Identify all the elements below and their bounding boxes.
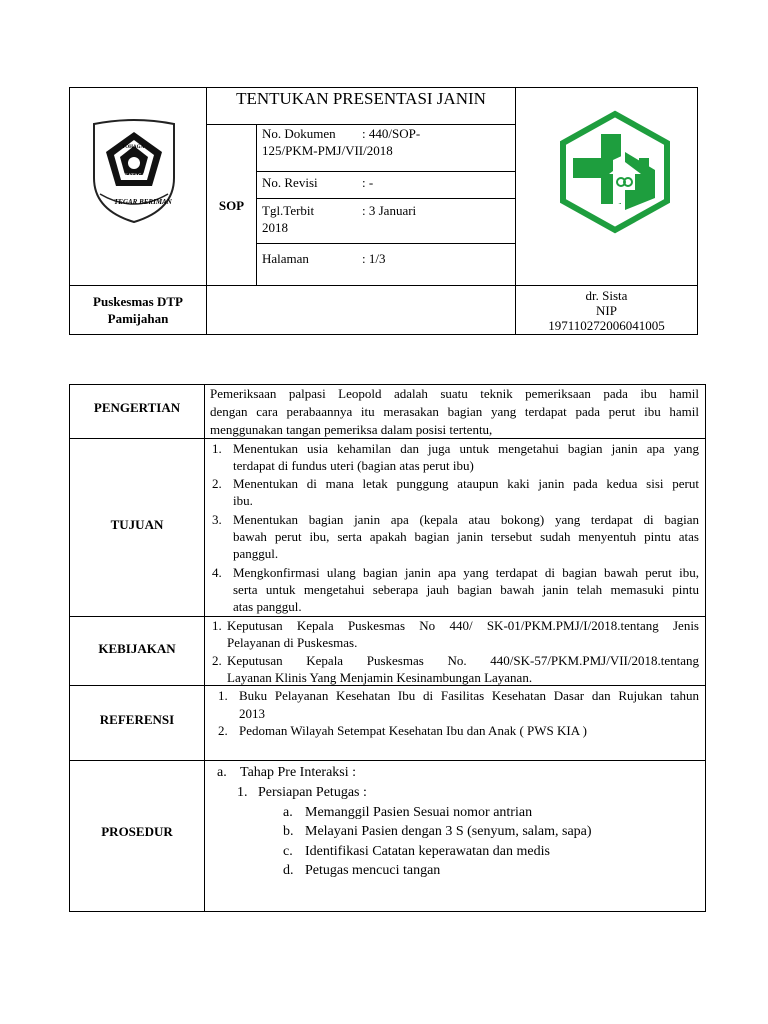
prosedur-step-b-num: b. [283,824,294,839]
tujuan-item-4-num: 4. [212,565,222,580]
prosedur-step-c: Identifikasi Catatan keperawatan dan medis [305,844,550,859]
organization-name-cont: Pamijahan [107,311,169,326]
referensi-label: REFERENSI [99,712,175,727]
kebijakan-item-2-num: 2. [212,653,222,668]
kebijakan-label: KEBIJAKAN [98,641,176,656]
doc-number-value: : 440/SOP- [362,126,421,141]
organization-name: Puskesmas DTP [93,294,183,309]
prosedur-stage: Tahap Pre Interaksi : [240,765,357,780]
tujuan-item-1-line-1: Menentukan usia kehamilan dan juga untuk mengetahui bagian janin apa yang [233,441,699,456]
referensi-item-1-line-1: Buku Pelayanan Kesehatan Ibu di Fasilitas Kesehatan Dasar dan Rujukan tahun [239,688,699,703]
tujuan-item-3-line-1: Menentukan bagian janin apa (kepala atau bokong) yang terdapat di bagian [233,512,699,527]
health-cross-logo-icon [555,110,675,234]
signer-name: dr. Sista [585,288,628,303]
sop-label: SOP [218,198,245,213]
tujuan-item-4-line-2: serta untuk mengetahui seberapa jauh bagian bawah janin telah memasuki pintu [233,582,699,597]
tujuan-label: TUJUAN [110,517,164,532]
page-label: Halaman [262,251,309,266]
pengertian-line-3: menggunakan tangan pemeriksa dalam posisi tertentu, [210,422,493,437]
kebijakan-item-1-num: 1. [212,618,222,633]
doc-number-label: No. Dokumen [262,126,336,141]
tujuan-item-3-num: 3. [212,512,222,527]
prosedur-step-a-num: a. [283,805,293,820]
tujuan-item-4-line-3: atas panggul. [233,599,302,614]
prosedur-sub-num: 1. [237,785,248,800]
signer-nip: 197110272006041005 [548,318,665,333]
prosedur-sub: Persiapan Petugas : [258,785,367,800]
signer-nip-label: NIP [596,303,617,318]
tujuan-item-3-line-3: panggul. [233,546,279,561]
referensi-item-2-line-1: Pedoman Wilayah Setempat Kesehatan Ibu dan Anak ( PWS KIA ) [239,723,587,738]
kebijakan-item-2-line-2: Layanan Klinis Yang Menjamin Kesinambungan Layanan. [227,670,533,685]
district-emblem-icon [88,118,180,224]
prosedur-step-b: Melayani Pasien dengan 3 S (senyum, salam, sapa) [305,824,592,839]
issued-year: 2018 [262,220,288,235]
prosedur-label: PROSEDUR [101,824,173,839]
kebijakan-item-1-line-1: Keputusan Kepala Puskesmas No 440/ SK-01/PKM.PMJ/I/2018.tentang Jenis [227,618,699,633]
emblem-text-mid: KATAGA [124,174,146,179]
referensi-item-2-num: 2. [218,723,228,738]
tujuan-item-4-line-1: Mengkonfirmasi ulang bagian janin apa yang terdapat di bagian bawah perut ibu, [233,565,699,580]
prosedur-step-d: Petugas mencuci tangan [305,863,441,878]
emblem-motto: TEGAR BERIMAN [114,198,172,206]
revision-label: No. Revisi [262,175,318,190]
pengertian-label: PENGERTIAN [93,400,181,415]
prosedur-stage-num: a. [217,765,227,780]
page-title: TENTUKAN PRESENTASI JANIN [236,89,486,108]
pengertian-line-2: dengan cara perabaannya itu merasakan bagian yang terdapat pada perut ibu hamil [210,404,699,419]
doc-number-value-cont: 125/PKM-PMJ/VII/2018 [262,143,393,158]
tujuan-item-3-line-2: bawah perut ibu, serta apakah bagian janin tersebut sudah menyentuh pintu atas [233,529,699,544]
prosedur-step-d-num: d. [283,863,294,878]
tujuan-item-1-line-2: terdapat di fundus uteri (bagian atas perut ibu) [233,458,474,473]
kebijakan-item-2-line-1: Keputusan Kepala Puskesmas No. 440/SK-57/PKM.PMJ/VII/2018.tentang [227,653,699,668]
tujuan-item-2-line-1: Menentukan di mana letak punggung ataupun kaki janin pada kedua sisi perut [233,476,699,491]
referensi-item-1-line-2: 2013 [239,706,265,721]
revision-value: : - [362,175,374,190]
page-value: : 1/3 [362,251,386,266]
issued-label: Tgl.Terbit [262,203,315,218]
tujuan-item-2-num: 2. [212,476,222,491]
tujuan-item-2-line-2: ibu. [233,493,253,508]
issued-value: : 3 Januari [362,203,417,218]
prosedur-step-c-num: c. [283,844,293,859]
kebijakan-item-1-line-2: Pelayanan di Puskesmas. [227,635,358,650]
referensi-item-1-num: 1. [218,688,228,703]
emblem-text-top: TOHAGA [122,145,145,150]
pengertian-line-1: Pemeriksaan palpasi Leopold adalah suatu teknik pemeriksaan pada ibu hamil [210,386,699,401]
prosedur-step-a: Memanggil Pasien Sesuai nomor antrian [305,805,533,820]
tujuan-item-1-num: 1. [212,441,222,456]
